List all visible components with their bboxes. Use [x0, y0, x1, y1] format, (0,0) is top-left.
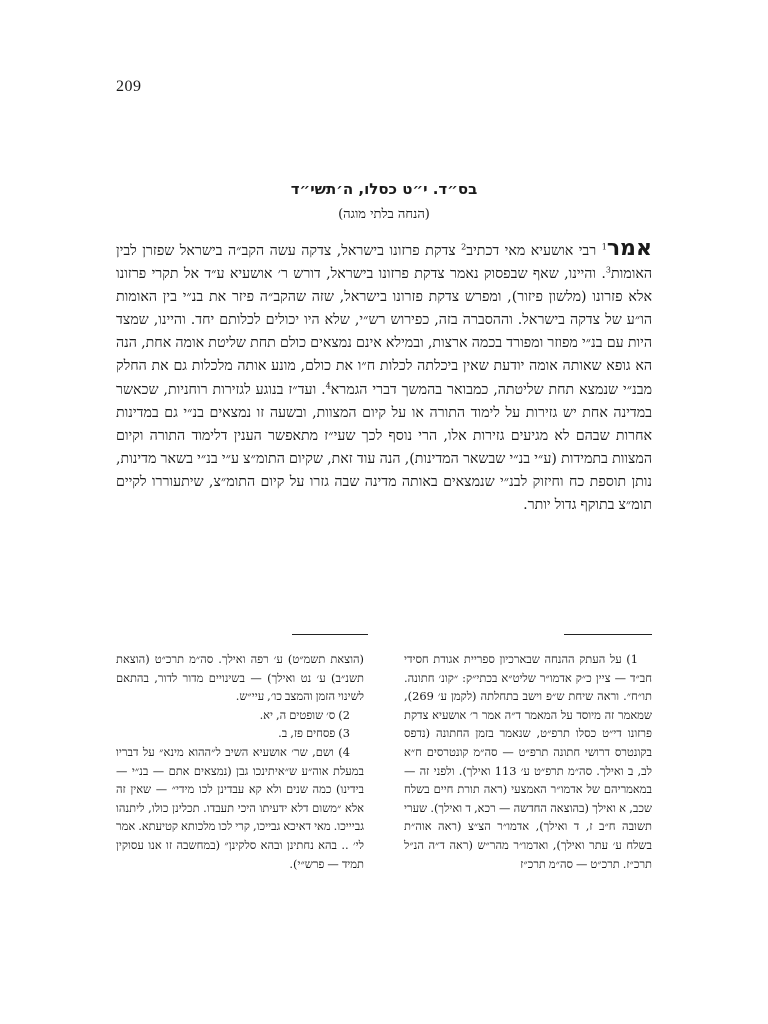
- footnote-4: 4) ושם, שר׳ אושעיא השיב ל״ההוא מינא״ על דבריו במעלת אוה״ע ש״איתינכו גבן (נמצאים אתם — בנ״י — בידינו) כמה שנים ולא קא עבדינן לכו מידי״ — שאין זה אלא ״משום דלא ידעיתו היכי תעבדו. תכלינן כולו, ליתנהו גביייכו. מאי דאיכא גבייכו, קרי לכו מלכותא קטיעתא. אמר לי׳ .. בהא נחתינן ובהא סלקינן״ (במחשבה זו אנו עסוקין תמיד — פרש״י).: [116, 744, 364, 871]
- main-text: [116, 236, 652, 517]
- page-title: בס״ד. י״ט כסלו, ה׳תשי״ד: [290, 180, 478, 198]
- footnote-2: 2) ס׳ שופטים ה, יא.: [259, 707, 350, 722]
- footnote-ref-1[interactable]: 1: [601, 242, 607, 252]
- footnotes-column-right: [404, 650, 652, 873]
- page-subtitle: (הנחה בלתי מוגה): [338, 207, 430, 222]
- footnote-ref-2[interactable]: 2: [461, 242, 467, 252]
- main-text-part-1: רבי אושעיא מאי דכתיב: [466, 243, 602, 259]
- footnote-ref-4[interactable]: 4: [325, 380, 331, 390]
- footnote-1: 1) על העתק ההנחה שבארכיון ספריית אגודת חסידי חב״ד — ציין כ״ק אדמו״ר שליט״א בכתי״ק: ״קונ׳ חתונה. תו״ח״. וראה שיחת ש״פ וישב בתחלתה (לקמן ע׳ 269), שמאמר זה מיוסד על המאמר ד״ה אמר ר׳ אושעיא צדקת פרזונו די״ט כסלו תרפ״ט, שנאמר בזמן החתונה (נדפס בקונטרס דרושי חתונה תרפ״ט — סה״מ קונטרסים ח״א לב, ב ואילך. סה״מ תרפ״ט ע׳ 113 ואילך). ולפני זה — במאמריהם של אדמו״ר האמצעי (ראה תורת חיים בשלח שכב, א ואילך (בהוצאה החדשה — רכא, ד ואילך). שערי תשובה ח״ב ז, ד ואילך), אדמו״ר הצ״צ (ראה אוה״ת בשלח ע׳ עתר ואילך), ואדמו״ר מהר״ש (ראה ד״ה הנ״ל תרכ״ז. תרכ״ט — סה״מ תרכ״ז: [404, 652, 652, 871]
- main-text-part-3: . והיינו, שאף שבפסוק נאמר צדקת פרזונו בישראל, דורש ר׳ אושעיא ע״ד אל תקרי פרזונו אלא פזרונו (מלשון פיזור), ומפרש צדקת פזרונו בישראל, שזה שהקב״ה פיזר את בנ״י בין האומות הו״ע של צדקה בישראל. וההסברה בזה, כפירוש רש״י, שלא היו יכולים לכלותם יחד. והיינו, שמצד היות עם בנ״י מפוזר ומפורד בכמה ארצות, ובמילא אינם נמצאים כולם תחת שליטת אומה אחת, הנה הא גופא שאותה אומה יודעת שאין ביכלתה לכלות ח״ו את כולם, מונע אותה מלכלות גם את החלק מבנ״י שנמצא תחת שליטתה, כמבואר בהמשך דברי הגמרא: [116, 266, 652, 398]
- footnote-separator-left: [292, 634, 368, 635]
- footnote-1-continued: (הוצאת תשמ״ט) ע׳ רפה ואילך. סה״מ תרכ״ט (הוצאת תשנ״ב) ע׳ נט ואילך) — בשינויים מדור לדור, בהתאם לשינוי הזמן והמצב כו׳, עיי״ש.: [116, 652, 364, 704]
- footnote-3: 3) פסחים פז, ב.: [278, 726, 350, 741]
- footnote-ref-3[interactable]: 3: [605, 265, 611, 275]
- main-paragraph: [116, 236, 652, 517]
- main-text-part-4: . ועד״ז בנוגע לגזירות רוחניות, שכאשר במדינה אחת יש גזירות על לימוד התורה או על קיום המצוות, ובשעה זו נמצאים בנ״י גם במדינות אחרות שבהם לא מגיעים גזירות אלו, הרי נוסף לכך שעי״ז מתאפשר הענין דלימוד התורה וקיום המצוות בתמידות (ע״י בנ״י שבשאר המדינות), הנה עוד זאת, שקיום התומ״צ ע״י בנ״י בשאר מדינות, נותן תוספת כח וחיזוק לבנ״י שנמצאים באותה מדינה שבה גזרו על קיום התומ״צ, שיתעוררו לקיים תומ״צ בתוקף גדול יותר.: [116, 381, 652, 514]
- footnotes-column-left: [116, 650, 364, 873]
- page-number: 209: [116, 78, 142, 95]
- main-text-part-2: צדקת פרזונו בישראל, צדקה עשה הקב״ה בישראל שפזרן לבין האומות: [116, 243, 652, 283]
- opening-word: אמר: [606, 236, 652, 261]
- footnote-separator-right: [564, 634, 652, 635]
